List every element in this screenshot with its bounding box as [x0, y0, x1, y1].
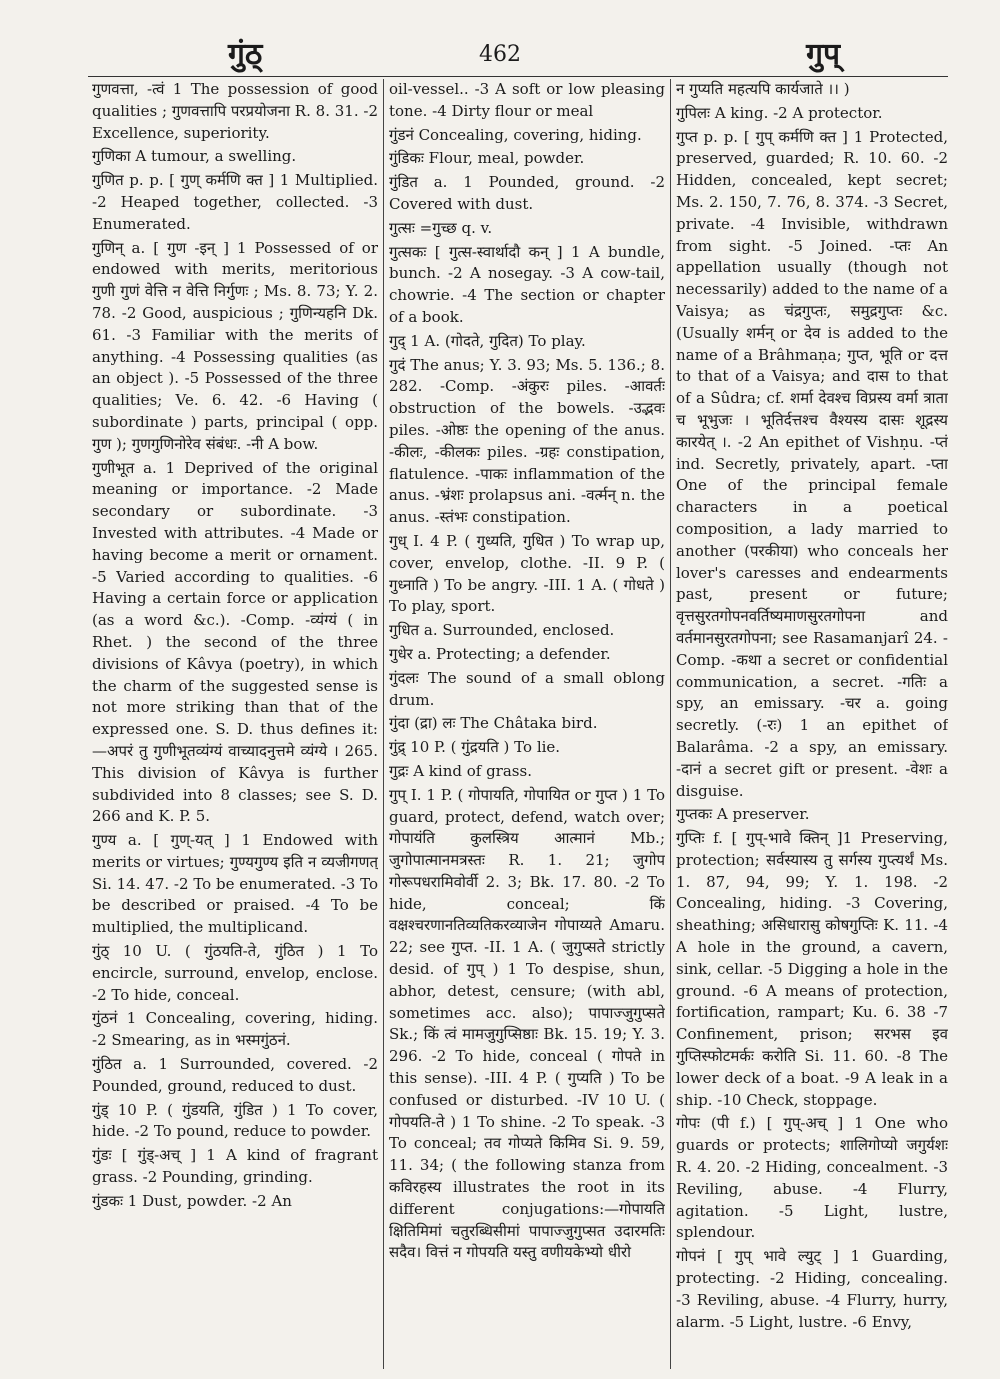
dictionary-entry: गुणिन् a. [ गुण -इन् ] 1 Possessed of or endowed with merits, meritorious गुणी गुणं वेत्ति न वेत्ति निर्गुणः ; Ms. 8. 73; Y. 2. 78. -2 Good, auspicious ; गुणिन्यहनि Dk. 61. -3 Familiar with the merits of anything. -4 Possessing qualities (as an object ). -5 Possessed of the three qualities; Ve. 6. 42. -6 Having ( subordinate ) parts, principal ( opp. गुण ); गुणगुणिनोरेव संबंधः. -नी A bow. — [92, 238, 378, 453]
header-right-word: गुप् — [806, 37, 840, 72]
dictionary-entry: गुंदलः The sound of a small oblong drum. — [389, 668, 665, 709]
dictionary-entry: गुद् 1 A. (गोदते, गुदित) To play. — [389, 331, 586, 350]
page-number: 462 — [479, 42, 521, 67]
dictionary-entry: गोपः (पी f.) [ गुप्-अच् ] 1 One who guards or protects; शालिगोप्यो जगुर्यशः R. 4. 20. -2 Hiding, concealment. -3 Reviling, abuse. -4 Flurry, agitation. -5 Light, lustre, splendour. — [676, 1114, 948, 1242]
header-left-word: गुंठ् — [228, 37, 263, 72]
page-header — [0, 28, 1000, 78]
dictionary-entry: गुप्तकः A preserver. — [676, 805, 810, 824]
dictionary-entry: गुत्सकः [ गुत्स-स्वार्थादौ कन् ] 1 A bundle, bunch. -2 A nosegay. -3 A cow-tail, chowrie. -4 The section or chapter of a book. — [389, 242, 665, 326]
dictionary-entry: गुंडित a. 1 Pounded, ground. -2 Covered with dust. — [389, 173, 665, 213]
dictionary-entry: गोपनं [ गुप् भावे ल्युट् ] 1 Guarding, protecting. -2 Hiding, concealing. -3 Reviling, abuse. -4 Flurry, hurry, alarm. -5 Light, lustre. -6 Envy, — [676, 1247, 948, 1331]
column-3 — [676, 79, 948, 1369]
dictionary-entry: गुणित p. p. [ गुण् कर्मणि क्त ] 1 Multiplied. -2 Heaped together, collected. -3 Enumerated. — [92, 171, 378, 233]
dictionary-entry: oil-vessel.. -3 A soft or low pleasing tone. -4 Dirty flour or meal — [389, 80, 665, 120]
dictionary-entry: गुंडिकः Flour, meal, powder. — [389, 149, 585, 168]
header-rule — [88, 76, 948, 77]
dictionary-entry: गुप्तिः f. [ गुप्-भावे क्तिन् ]1 Preserving, protection; सर्वस्यास्य तु सर्गस्य गुप्त्यर्थं Ms. 1. 87, 94, 99; Y. 1. 198. -2 Concealing, hiding. -3 Covering, sheathing; असिधारासु कोषगुप्तिः K. 11. -4 A hole in the ground, a cavern, sink, cellar. -5 Digging a hole in the ground. -6 A means of protection, fortification, rampart; Ku. 6. 38 -7 Confinement, prison; सरभस इव गुप्तिस्फोटमर्कः करोति Si. 11. 60. -8 The lower deck of a boat. -9 A leak in a ship. -10 Check, stoppage. — [676, 829, 948, 1109]
dictionary-entry: गुंडकः 1 Dust, powder. -2 An — [92, 1191, 292, 1210]
dictionary-entry: गुणीभूत a. 1 Deprived of the original meaning or importance. -2 Made secondary or subordinate. -3 Invested with attributes. -4 Made or having become a merit or ornament. -5 Varied according to qualities. -6 Having a certain force or application (as a word &c.). -Comp. -व्यंग्यं ( in Rhet. ) the second of the three divisions of Kâvya (poetry), in which the charm of the suggested sense is not more striking than that of the expressed one. S. D. thus defines it: —अपरं तु गुणीभूतव्यंग्यं वाच्यादनुत्तमे व्यंग्ये । 265. This division of Kâvya is further subdivided into 8 classes; see S. D. 266 and K. P. 5. — [92, 458, 378, 826]
dictionary-entry: गुप् I. 1 P. ( गोपायति, गोपायित or गुप्त ) 1 To guard, protect, defend, watch over; गोपायंति कुलस्त्रिय आत्मानं Mb.; जुगोपात्मानमत्रस्तः R. 1. 21; जुगोप गोरूपधरामिवोर्वी 2. 3; Bk. 17. 80. -2 To hide, conceal; किं वक्षश्चरणानतिव्यतिकरव्याजेन गोपाय्यते Amaru. 22; see गुप्त. -II. 1 A. ( जुगुप्सते strictly desid. of गुप् ) 1 To despise, shun, abhor, detest, censure; (with abl, sometimes acc. also); पापाज्जुगुप्सते Sk.; किं त्वं मामजुगुप्सिष्ठाः Bk. 15. 19; Y. 3. 296. -2 To hide, conceal ( गोपते in this sense). -III. 4 P. ( गुप्यति ) To be confused or disturbed. -IV 10 U. ( गोपयति-ते ) 1 To shine. -2 To speak. -3 To conceal; तव गोप्यते किमिव Si. 9. 59, 11. 34; ( the following stanza from कविरहस्य illustrates the root in its different conjugations:—गोपायति क्षितिमिमां चतुरब्धिसीमां पापाज्जुगुप्सत उदारमतिः सदैव। वित्तं न गोपयति यस्तु वणीयकेभ्यो धीरो — [389, 785, 665, 1262]
dictionary-entry: गुधित a. Surrounded, enclosed. — [389, 621, 615, 640]
dictionary-entry: गुप्त p. p. [ गुप् कर्मणि क्त ] 1 Protected, preserved, guarded; R. 10. 60. -2 Hidden, concealed, kept secret; Ms. 2. 150, 7. 76, 8. 374. -3 Secret, private. -4 Invisible, withdrawn from sight. -5 Joined. -प्तः An appellation usually (though not necessarily) added to the name of a Vaisya; as चंद्रगुप्तः, समुद्रगुप्तः &c. (Usually शर्मन् or देव is added to the name of a Brâhmaṇa; गुप्त, भूति or दत्त to that of a Vaisya; and दास to that of a Sûdra; cf. शर्मा देवश्च विप्रस्य वर्मा त्राता च भूभुजः । भूतिर्दत्तश्च वैश्यस्य दासः शूद्रस्य कारयेत् ।. -2 An epithet of Vishṇu. -प्तं ind. Secretly, privately, apart. -प्ता One of the principal female characters in a poetical composition, a lady married to another (परकीया) who conceals her lover's caresses and endearments past, present or future; वृत्तसुरतगोपनवर्तिष्यमाणसुरतगोपना and वर्तमानसुरतगोपना; see Rasamanjarî 24. -Comp. -कथा a secret or confidential communication, a secret. -गतिः a spy, an emissary. -चर a. going secretly. (-रः) 1 an epithet of Balarâma. -2 a spy, an emissary. -दानं a secret gift or present. -वेशः a disguise. — [676, 127, 948, 800]
dictionary-entry: गुपिलः A king. -2 A protector. — [676, 103, 883, 122]
dictionary-entry: गुंदा (द्रा) लः The Châtaka bird. — [389, 714, 598, 733]
dictionary-entry: गुंठनं 1 Concealing, covering, hiding. -2 Smearing, as in भस्मगुंठनं. — [92, 1009, 378, 1050]
dictionary-entry: न गुप्यति महत्यपि कार्यजाते ।। ) — [676, 80, 850, 98]
dictionary-entry: गुद्रः A kind of grass. — [389, 761, 532, 780]
column-1 — [92, 79, 378, 1369]
dictionary-entry: गुध् I. 4 P. ( गुध्यति, गुधित ) To wrap up, cover, envelop, clothe. -II. 9 P. ( गुध्नाति ) To be angry. -III. 1 A. ( गोधते ) To play, sport. — [389, 531, 665, 616]
column-2 — [389, 79, 665, 1369]
dictionary-entry: गुंद्र् 10 P. ( गुंद्रयति ) To lie. — [389, 738, 561, 757]
dictionary-entry: गुण्य a. [ गुण्-यत् ] 1 Endowed with merits or virtues; गुण्यगुण्य इति न व्यजीगणत् Si. 14. 47. -2 To be enumerated. -3 To be described or praised. -4 To be multiplied, the multiplicand. — [92, 831, 378, 937]
dictionary-entry: गुंठ् 10 U. ( गुंठयति-ते, गुंठित ) 1 To encircle, surround, envelop, enclose. -2 To hide, conceal. — [92, 942, 378, 1004]
dictionary-entry: गुंडः [ गुंड्-अच् ] 1 A kind of fragrant grass. -2 Pounding, grinding. — [92, 1146, 378, 1187]
dictionary-entry: गुंठित a. 1 Surrounded, covered. -2 Pounded, ground, reduced to dust. — [92, 1055, 378, 1095]
column-divider — [670, 79, 671, 1369]
dictionary-entry: गुदं The anus; Y. 3. 93; Ms. 5. 136.; 8. 282. -Comp. -अंकुरः piles. -आवर्तः obstruction of the bowels. -उद्भवः piles. -ओष्ठः the opening of the anus. -कीलः, -कीलकः piles. -ग्रहः constipation, flatulence. -पाकः inflammation of the anus. -भ्रंशः prolapsus ani. -वर्त्मन् n. the anus. -स्तंभः constipation. — [389, 355, 665, 527]
dictionary-entry: गुंड् 10 P. ( गुंडयति, गुंडित ) 1 To cover, hide. -2 To pound, reduce to powder. — [92, 1100, 378, 1141]
dictionary-entry: गुत्सः =गुच्छ q. v. — [389, 218, 493, 237]
dictionary-entry: गुधेर a. Protecting; a defender. — [389, 644, 611, 663]
dictionary-entry: गुणवत्ता, -त्वं 1 The possession of good qualities ; गुणवत्तापि परप्रयोजना R. 8. 31. -2 Excellence, superiority. — [92, 80, 378, 142]
dictionary-entry: गुंडनं Concealing, covering, hiding. — [389, 125, 642, 144]
dictionary-entry: गुणिका A tumour, a swelling. — [92, 147, 297, 166]
column-divider — [383, 79, 384, 1369]
